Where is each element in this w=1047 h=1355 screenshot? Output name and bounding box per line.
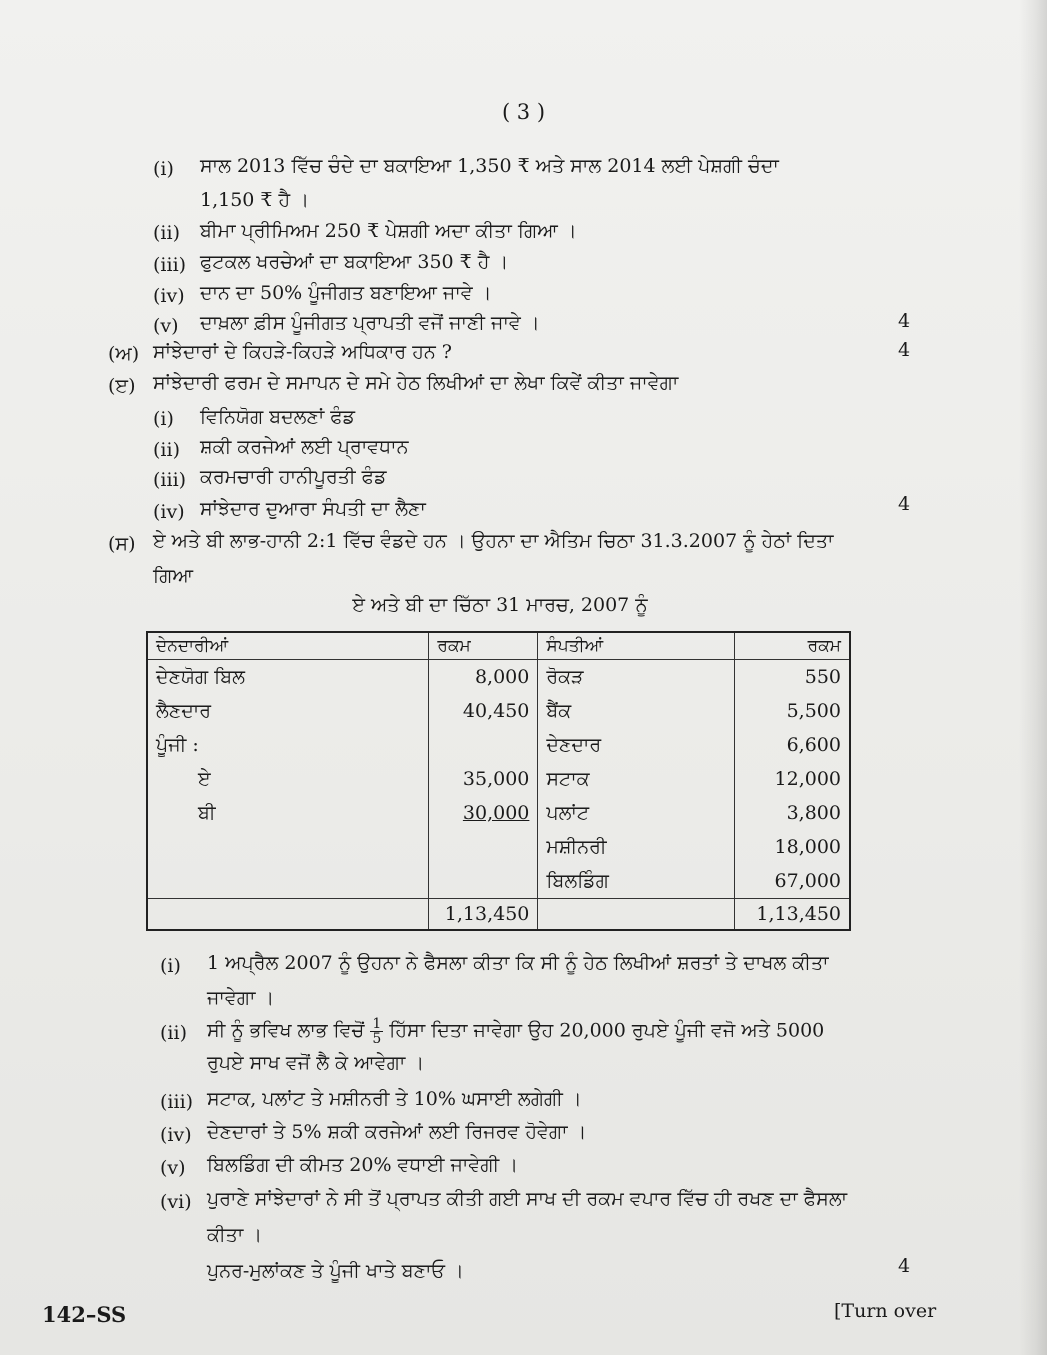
cell-amount: 18,000 — [735, 830, 850, 864]
q-b-text: ਸਾਂਝੇਦਾਰਾਂ ਦੇ ਕਿਹੜੇ-ਕਿਹੜੇ ਅਧਿਕਾਰ ਹਨ ? — [153, 341, 452, 363]
q-c-ii-label: (ii) — [153, 439, 180, 461]
cell-amount: 35,000 — [429, 762, 538, 796]
total-right: 1,13,450 — [735, 899, 850, 931]
q-c-iii-text: ਕਰਮਚਾਰੀ ਹਾਨੀਪੂਰਤੀ ਫੰਡ — [200, 466, 387, 488]
q-c-i-label: (i) — [153, 408, 174, 430]
fraction-one-fifth — [370, 1017, 383, 1046]
q-c-label: (ੲ) — [108, 375, 136, 397]
item-i-label: (i) — [153, 158, 174, 180]
q-d-cont: ਗਿਆ — [153, 565, 194, 587]
table-row — [147, 864, 850, 899]
cell-amount: 30,000 — [429, 796, 538, 830]
cell-amount: 8,000 — [429, 660, 538, 695]
q-d-ii-label: (ii) — [160, 1022, 187, 1044]
table-header-row — [147, 632, 850, 660]
table-row — [147, 660, 850, 695]
q-c-iii-label: (iii) — [153, 469, 187, 491]
cell-asset: ਮਸ਼ੀਨਰੀ — [538, 830, 735, 864]
q-c-ii-text: ਸ਼ਕੀ ਕਰਜੇਆਂ ਲਈ ਪ੍ਰਾਵਧਾਨ — [200, 436, 409, 458]
cell-liability: ਪੂੰਜੀ : — [147, 728, 429, 762]
q-d-text: ਏ ਅਤੇ ਬੀ ਲਾਭ-ਹਾਨੀ 2:1 ਵਿੱਚ ਵੰਡਦੇ ਹਨ । ਉਹਨਾ ਦਾ ਐਤਿਮ ਚਿਠਾ 31.3.2007 ਨੂੰ ਹੇਠਾਂ ਦਿਤਾ — [153, 530, 834, 552]
item-i-text: ਸਾਲ 2013 ਵਿੱਚ ਚੰਦੇ ਦਾ ਬਕਾਇਆ 1,350 ₹ ਅਤੇ ਸਾਲ 2014 ਲਈ ਪੇਸ਼ਗੀ ਚੰਦਾ — [200, 155, 779, 177]
q-c-i-text: ਵਿਨਿਯੋਗ ਬਦਲਣਾਂ ਫੰਡ — [200, 406, 356, 428]
marks-top: 4 — [898, 310, 911, 332]
q-d-i-text: 1 ਅਪ੍ਰੈਲ 2007 ਨੂੰ ਉਹਨਾ ਨੇ ਫੈਸਲਾ ਕੀਤਾ ਕਿ ਸੀ ਨੂੰ ਹੇਠ ਲਿਖੀਆਂ ਸ਼ਰਤਾਂ ਤੇ ਦਾਖਲ ਕੀਤਾ — [207, 952, 829, 974]
marks-q-b: 4 — [898, 339, 911, 361]
total-left: 1,13,450 — [429, 899, 538, 931]
cell-amount: 3,800 — [735, 796, 850, 830]
q-d-ii-cont: ਰੁਪਏ ਸਾਖ ਵਜੋਂ ਲੈ ਕੇ ਆਵੇਗਾ । — [207, 1052, 425, 1074]
cell-asset: ਪਲਾਂਟ — [538, 796, 735, 830]
q-d-iii-label: (iii) — [160, 1091, 194, 1113]
paper-code: 142–SS — [42, 1302, 127, 1327]
cell-amount: 550 — [735, 660, 850, 695]
item-iii-label: (iii) — [153, 254, 187, 276]
fraction-denominator: 5 — [372, 1031, 382, 1047]
q-d-ii-text — [207, 1017, 824, 1046]
q-d-v-text: ਬਿਲਡਿੰਗ ਦੀ ਕੀਮਤ 20% ਵਧਾਈ ਜਾਵੇਗੀ । — [207, 1154, 519, 1176]
marks-q-c: 4 — [898, 493, 911, 515]
q-c-text: ਸਾਂਝੇਦਾਰੀ ਫਰਮ ਦੇ ਸਮਾਪਨ ਦੇ ਸਮੇ ਹੇਠ ਲਿਖੀਆਂ ਦਾ ਲੇਖਾ ਕਿਵੇਂ ਕੀਤਾ ਜਾਵੇਗਾ — [153, 372, 679, 394]
q-d-vi-cont: ਕੀਤਾ । — [207, 1224, 263, 1246]
cell-liability: ਬੀ — [147, 796, 429, 830]
header-amount-left: ਰਕਮ — [429, 632, 538, 660]
q-d-iii-text: ਸਟਾਕ, ਪਲਾਂਟ ਤੇ ਮਸ਼ੀਨਰੀ ਤੇ 10% ਘਸਾਈ ਲਗੇਗੀ । — [207, 1088, 582, 1110]
q-c-iv-label: (iv) — [153, 501, 185, 523]
q-d-v-label: (v) — [160, 1157, 186, 1179]
cell-asset: ਬਿਲਡਿੰਗ — [538, 864, 735, 899]
cell-amount: 6,600 — [735, 728, 850, 762]
marks-q-d: 4 — [898, 1255, 911, 1277]
cell-asset: ਬੈਂਕ — [538, 694, 735, 728]
cell-liability: ਲੈਣਦਾਰ — [147, 694, 429, 728]
item-v-label: (v) — [153, 315, 179, 337]
cell-asset: ਸਟਾਕ — [538, 762, 735, 796]
page-number: ( 3 ) — [501, 100, 546, 124]
cell-amount: 12,000 — [735, 762, 850, 796]
table-caption: ਏ ਅਤੇ ਬੀ ਦਾ ਚਿੱਠਾ 31 ਮਾਰਚ, 2007 ਨੂੰ — [352, 594, 648, 616]
cell-liability — [147, 830, 429, 864]
cell-liability: ਦੇਣਯੋਗ ਬਿਲ — [147, 660, 429, 695]
cell-blank — [538, 899, 735, 931]
item-iv-label: (iv) — [153, 285, 185, 307]
cell-amount: 67,000 — [735, 864, 850, 899]
item-v-text: ਦਾਖ਼ਲਾ ਫ਼ੀਸ ਪੂੰਜੀਗਤ ਪ੍ਰਾਪਤੀ ਵਜੋਂ ਜਾਣੀ ਜਾਵੇ । — [200, 312, 540, 334]
q-d-iv-text: ਦੇਣਦਾਰਾਂ ਤੇ 5% ਸ਼ਕੀ ਕਰਜੇਆਂ ਲਈ ਰਿਜਰਵ ਹੋਵੇਗਾ । — [207, 1121, 587, 1143]
table-row — [147, 728, 850, 762]
q-d-ii-text-b: ਹਿੱਸਾ ਦਿਤਾ ਜਾਵੇਗਾ ਉਹ 20,000 ਰੁਪਏ ਪੂੰਜੀ ਵਜੋ ਅਤੇ 5000 — [389, 1019, 825, 1042]
cell-amount: 5,500 — [735, 694, 850, 728]
cell-amount: 40,450 — [429, 694, 538, 728]
q-d-vi-text: ਪੁਰਾਣੇ ਸਾਂਝੇਦਾਰਾਂ ਨੇ ਸੀ ਤੋਂ ਪ੍ਰਾਪਤ ਕੀਤੀ ਗਈ ਸਾਖ ਦੀ ਰਕਮ ਵਪਾਰ ਵਿੱਚ ਹੀ ਰਖਣ ਦਾ ਫੈਸਲਾ — [207, 1188, 848, 1210]
table-row — [147, 830, 850, 864]
q-d-i-label: (i) — [160, 955, 181, 977]
q-d-label: (ਸ) — [108, 533, 136, 555]
cell-blank — [147, 899, 429, 931]
page-edge-shadow — [1019, 0, 1047, 1355]
q-b-label: (ਅ) — [108, 343, 140, 365]
cell-liability — [147, 864, 429, 899]
q-d-ii-text-a: ਸੀ ਨੂੰ ਭਵਿਖ ਲਾਭ ਵਿਚੋਂ — [207, 1019, 365, 1042]
cell-liability: ਏ — [147, 762, 429, 796]
q-d-vi-label: (vi) — [160, 1191, 192, 1213]
balance-sheet-table — [146, 631, 851, 931]
item-ii-label: (ii) — [153, 222, 180, 244]
item-iv-text: ਦਾਨ ਦਾ 50% ਪੂੰਜੀਗਤ ਬਣਾਇਆ ਜਾਵੇ । — [200, 282, 492, 304]
q-d-final-instruction: ਪੁਨਰ-ਮੁਲਾਂਕਣ ਤੇ ਪੂੰਜੀ ਖਾਤੇ ਬਣਾਓ । — [207, 1260, 464, 1282]
cell-asset: ਰੋਕੜ — [538, 660, 735, 695]
q-d-i-cont: ਜਾਵੇਗਾ । — [207, 987, 275, 1009]
cell-asset: ਦੇਣਦਾਰ — [538, 728, 735, 762]
header-amount-right: ਰਕਮ — [735, 632, 850, 660]
q-c-iv-text: ਸਾਂਝੇਦਾਰ ਦੁਆਰਾ ਸੰਪਤੀ ਦਾ ਲੈਣਾ — [200, 498, 426, 520]
table-row — [147, 762, 850, 796]
turn-over-note: [Turn over — [834, 1300, 937, 1322]
table-row — [147, 796, 850, 830]
header-liabilities: ਦੇਨਦਾਰੀਆਂ — [147, 632, 429, 660]
header-assets: ਸੰਪਤੀਆਂ — [538, 632, 735, 660]
table-total-row — [147, 899, 850, 931]
fraction-numerator: 1 — [372, 1016, 382, 1032]
item-i-cont: 1,150 ₹ ਹੈ । — [200, 189, 310, 211]
q-d-iv-label: (iv) — [160, 1124, 192, 1146]
item-ii-text: ਬੀਮਾ ਪ੍ਰੀਮਿਅਮ 250 ₹ ਪੇਸ਼ਗੀ ਅਦਾ ਕੀਤਾ ਗਿਆ । — [200, 220, 577, 242]
cell-amount — [429, 728, 538, 762]
table-row — [147, 694, 850, 728]
item-iii-text: ਫੁਟਕਲ ਖਰਚੇਆਂ ਦਾ ਬਕਾਇਆ 350 ₹ ਹੈ । — [200, 251, 509, 273]
cell-amount — [429, 830, 538, 864]
cell-amount — [429, 864, 538, 899]
